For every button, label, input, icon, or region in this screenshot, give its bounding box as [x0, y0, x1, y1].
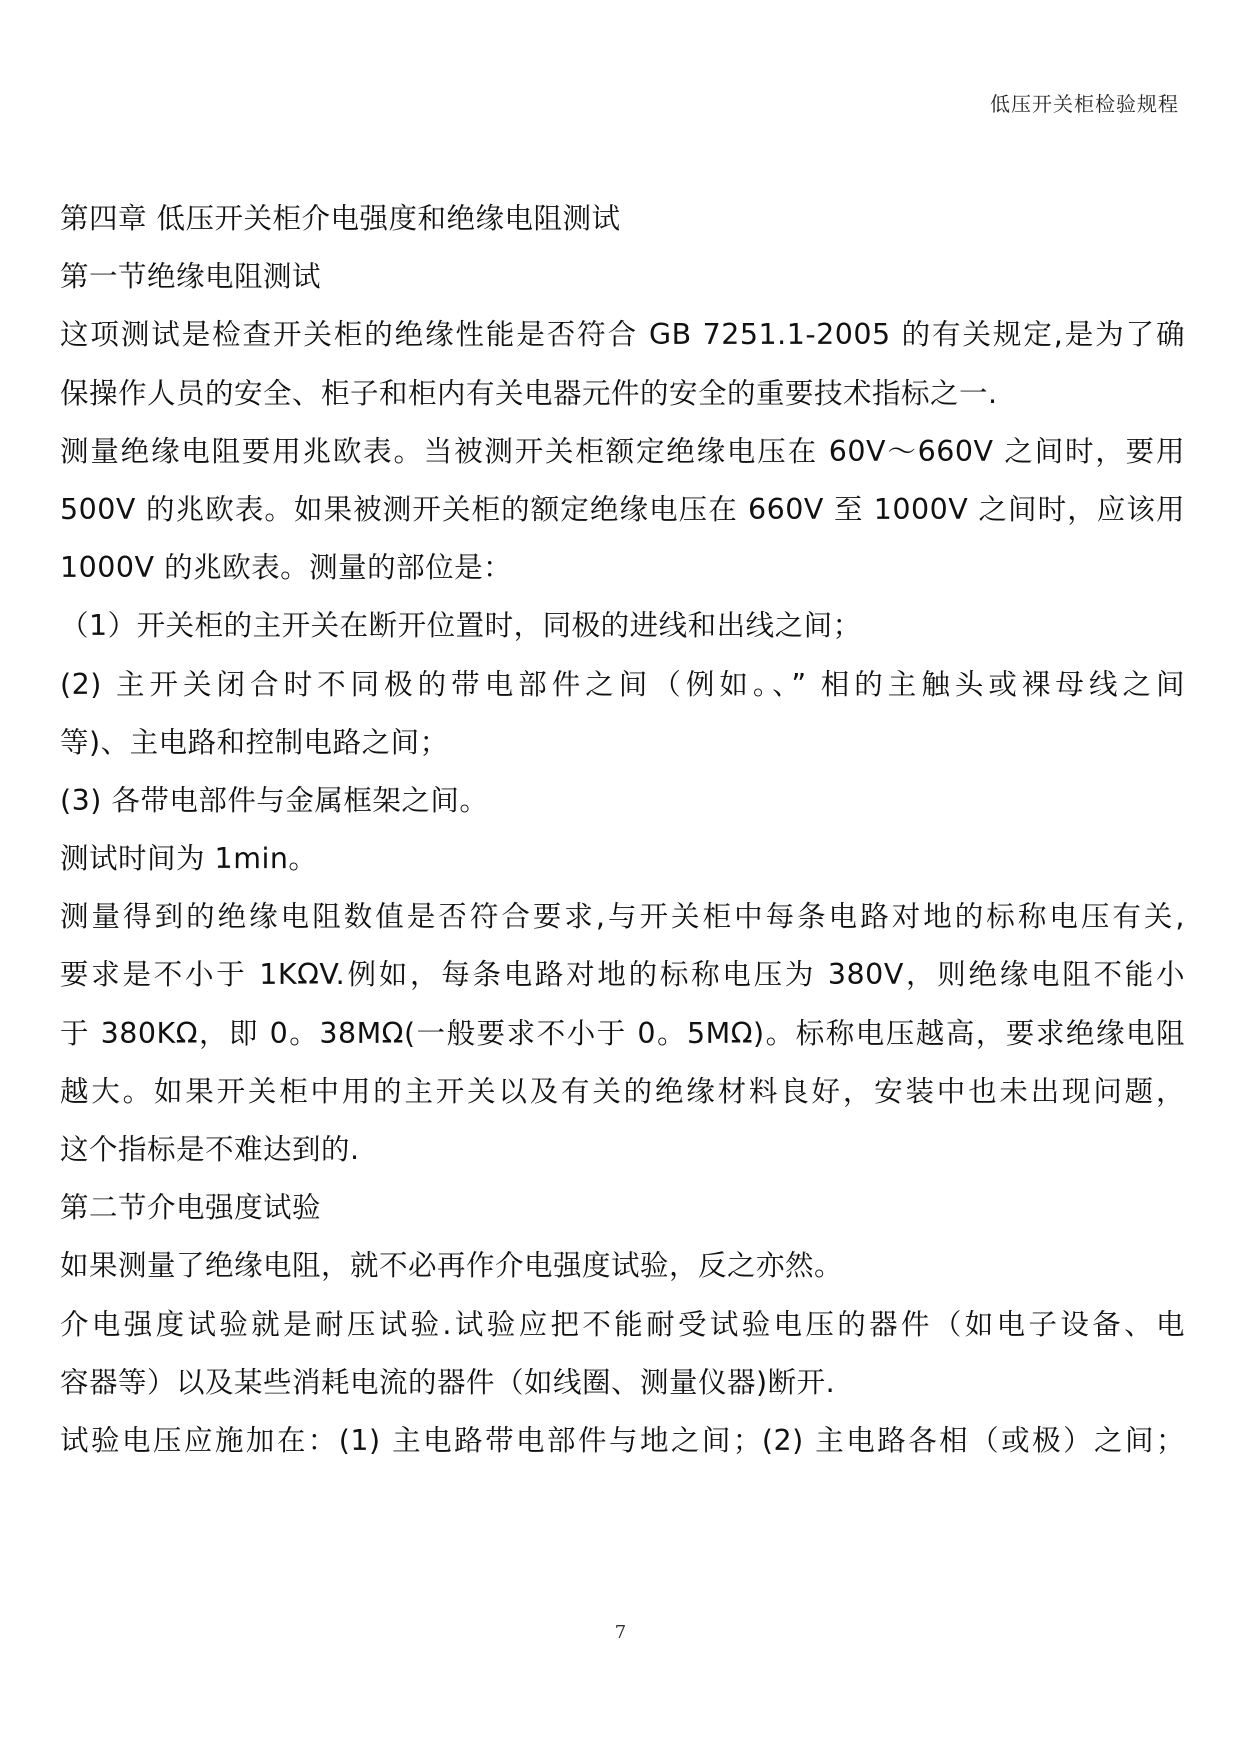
document-body: [60, 190, 1185, 1470]
paragraph-line: 如果测量了绝缘电阻，就不必再作介电强度试验，反之亦然。: [60, 1249, 844, 1283]
paragraph-line: 这个指标是不难达到的.: [60, 1133, 360, 1166]
paragraph-line: 这项测试是检查开关柜的绝缘性能是否符合 GB 7251.1-2005 的有关规定,是为了确: [60, 318, 1185, 352]
paragraph-line: 试验电压应施加在：(1) 主电路带电部件与地之间；(2) 主电路各相（或极）之间；: [60, 1423, 1185, 1457]
paragraph-line: 保操作人员的安全、柜子和柜内有关电器元件的安全的重要技术指标之一.: [60, 376, 998, 410]
paragraph-line: 500V 的兆欧表。如果被测开关柜的额定绝缘电压在 660V 至 1000V 之间时，应该用: [60, 492, 1185, 526]
list-item: 等)、主电路和控制电路之间；: [60, 725, 449, 759]
section-title: 第二节介电强度试验: [60, 1191, 322, 1225]
section-title: 第一节绝缘电阻测试: [60, 260, 322, 294]
list-item: （1）开关柜的主开关在断开位置时，同极的进线和出线之间；: [60, 609, 862, 643]
running-header: 低压开关柜检验规程: [990, 92, 1179, 116]
paragraph-line: 测量得到的绝缘电阻数值是否符合要求,与开关柜中每条电路对地的标称电压有关,: [60, 900, 1185, 934]
paragraph-line: 越大。如果开关柜中用的主开关以及有关的绝缘材料良好，安装中也未出现问题，: [60, 1074, 1185, 1108]
paragraph-line: 于 380KΩ，即 0。38MΩ(一般要求不小于 0。5MΩ)。标称电压越高，要求绝缘电阻: [60, 1016, 1185, 1050]
paragraph-line: 介电强度试验就是耐压试验.试验应把不能耐受试验电压的器件（如电子设备、电: [60, 1307, 1185, 1341]
paragraph-line: 测量绝缘电阻要用兆欧表。当被测开关柜额定绝缘电压在 60V～660V 之间时，要用: [60, 434, 1185, 468]
paragraph-line: 1000V 的兆欧表。测量的部位是：: [60, 551, 513, 585]
paragraph-line: 容器等）以及某些消耗电流的器件（如线圈、测量仪器)断开.: [60, 1365, 836, 1399]
page-number: 7: [614, 1622, 627, 1643]
list-item: (2) 主开关闭合时不同极的带电部件之间（例如。、” 相的主触头或裸母线之间: [60, 667, 1185, 701]
paragraph-line: 要求是不小于 1KΩV.例如，每条电路对地的标称电压为 380V，则绝缘电阻不能小: [60, 958, 1185, 992]
chapter-title: 第四章 低压开关柜介电强度和绝缘电阻测试: [60, 202, 621, 235]
paragraph-line: 测试时间为 1min。: [60, 842, 318, 876]
list-item: (3) 各带电部件与金属框架之间。: [60, 783, 489, 817]
